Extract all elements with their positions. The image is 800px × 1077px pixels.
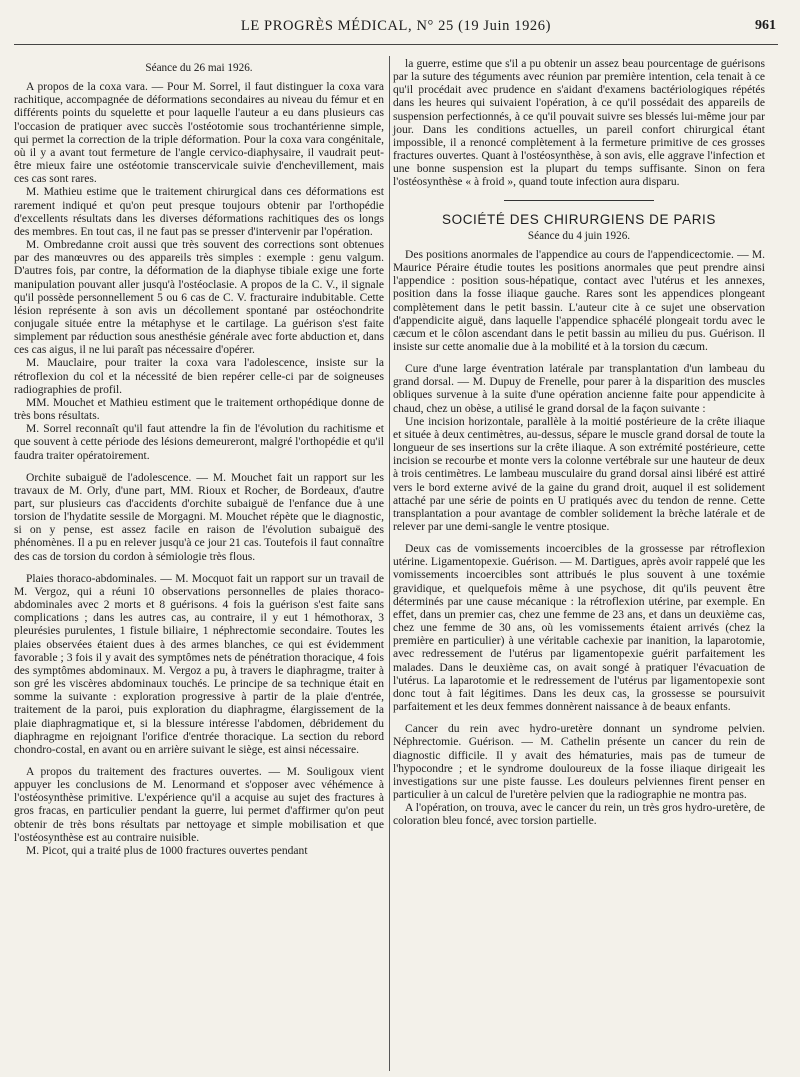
running-header xyxy=(14,18,778,45)
paragraph-incision: Une incision horizontale, parallèle à la moitié postérieure de la crête iliaque et située à deux centimètres, au-dessus, sépare le muscle grand dorsal de toute la longueur de ses insertions sur la crête iliaque. A son extrémité postérieure, cette incision se recourbe et monte vers la colonne vertébrale sur une hauteur de deux à trois centimètres. Le lambeau musculaire du grand dorsal ainsi libéré est attiré vers le bord externe avivé de la gaine du grand droit, auquel il est solidement attaché par une série de points en U pratiqués avec du tendon de renne. Cette transplantation a pour avantage de combler solidement la brèche latérale et de relever par une demi-sangle le ventre ptosique. xyxy=(393,415,765,533)
left-column xyxy=(14,58,384,858)
paragraph-eventration: Cure d'une large éventration latérale par transplantation d'un lambeau du grand dorsal. — M. Dupuy de Frenelle, pour parer à la disparition des muscles obliques survenue à la suite d'une opération ancienne faite pour appendicite à chaud, chez un obèse, a utilisé le grand dorsal de la façon suivante : xyxy=(393,363,765,415)
right-column xyxy=(393,58,765,828)
paragraph-cancer-rein: Cancer du rein avec hydro-uretère donnant un syndrome pelvien. Néphrectomie. Guérison. — M. Cathelin présente un cancer du rein de diagnostic difficile. Il y avait des hématuries, mais pas de tumeur de l'hypocondre ; et le syndrome douloureux de la fosse iliaque dirigeait les investigations sur une piste fausse. Les douleurs pelviennes firent penser en particulier à un calcul de l'uretère pelvien que la radiographie ne montra pas. xyxy=(393,723,765,801)
paragraph-mouchet-mathieu: MM. Mouchet et Mathieu estiment que le traitement orthopédique donne de très bons résultats. xyxy=(14,396,384,423)
section-divider xyxy=(504,200,654,201)
seance-date: Séance du 26 mai 1926. xyxy=(145,62,253,74)
society-heading: SOCIÉTÉ DES CHIRURGIENS DE PARIS xyxy=(442,211,716,227)
paragraph-appendice: Des positions anormales de l'appendice au cours de l'appendicectomie. — M. Maurice Péraire étudie toutes les positions anormales que peut prendre ainsi l'appendice : position sous-hépatique, contact avec l'utérus et les annexes, position dans la fosse iliaque gauche. Rares sont les appendices plongeant complètement dans le petit bassin. L'auteur cite à ce sujet une observation d'appendicite aiguë, dans laquelle l'appendice sphacélé plongeait tordu avec le cæcum et le côlon ascendant dans le petit bassin au milieu du pus. Guérison. Il insiste sur cette anomalie due à la mobilité et à la torsion du cæcum. xyxy=(393,248,765,353)
column-divider xyxy=(389,56,390,1071)
paragraph-sorrel: M. Sorrel reconnaît qu'il faut attendre la fin de l'évolution du rachitisme et que souvent à cette période des lésions demeureront, malgré l'orthopédie et qu'il faudra traiter opératoirement. xyxy=(14,423,384,462)
paragraph-operation: A l'opération, on trouva, avec le cancer du rein, un très gros hydro-uretère, de coloration bleu foncé, avec torsion partielle. xyxy=(393,802,765,828)
paragraph-picot: M. Picot, qui a traité plus de 1000 fractures ouvertes pendant xyxy=(26,844,308,857)
paragraph-plaies-thoraco: Plaies thoraco-abdominales. — M. Mocquot fait un rapport sur un travail de M. Vergoz, qui a réuni 10 observations personnelles de plaies thoraco-abdominales avec 2 morts et 8 guérisons. 4 fois la guérison s'est faite sans complications ; dans les autres cas, au contraire, il y eut 1 hémothorax, 3 pleurésies purulentes, 1 fistule biliaire, 1 néphrectomie secondaire. Toutes les plaies observées étaient dues à des armes blanches, ce qui est évidemment favorable ; 3 fois il y avait des symptômes nets de pénétration thoracique, 4 fois des symptômes abdominaux. M. Vergoz a pu, à travers le diaphragme, traiter à son gré les viscères abdominaux touchés. Le principe de sa technique était en somme la suivante : exploration progressive à partir de la plaie d'entrée, traitement de la paroi, puis exploration du diaphragme, élargissement de la plaie diaphragmatique et, si la blessure intéresse l'abdomen, débridement du diaphragme en rejoignant l'orifice d'entrée thoracique. La section du rebord chondro-costal, en avant ou en arrière suivant le siège, est ainsi nécessaire. xyxy=(14,572,384,756)
paragraph-coxa-vara: A propos de la coxa vara. — Pour M. Sorrel, il faut distinguer la coxa vara rachitique, accompagnée de déformations secondaires au niveau du fémur et en différents points du squelette et pour laquelle l'auteur a eu dans plusieurs cas l'occasion de pratiquer avec succès l'ostéotomie sous trochantérienne simple, qui permet la correction de la triple déformation. Pour la coxa vara congénitale, où il y a avant tout fermeture de l'angle cervico-diaphysaire, il vaudrait peut-être mieux faire une ostéotomie transcervicale suivie d'enchevillement, mais ces cas sont rares. xyxy=(14,81,384,186)
paragraph-ombredanne: M. Ombredanne croit aussi que très souvent des corrections sont obtenues par des manœuvres ou des appareils très simples : exemple : genu valgum. D'autres fois, par contre, la déformation de la diaphyse tibiale exige une forte manipulation pouvant aller jusqu'à l'ostéoclasie. A propos de la C. V., il signale qu'il possède personnellement 5 ou 6 cas de C. V. fracturaire indubitable. Cette lésion représente à son avis un décollement spontané par ostéochondrite conjugale située entre la métaphyse et le cartilage. La guérison s'est faite simplement par réduction sous anesthésie générale avec forte abduction et, dans ces cas aigus, il ne lui paraît pas nécessaire d'opérer. xyxy=(14,239,384,357)
paragraph-fractures-ouvertes: A propos du traitement des fractures ouvertes. — M. Souligoux vient appuyer les conclusions de M. Lenormand et s'opposer avec véhémence à l'ostéosynthèse primitive. L'expérience qu'il a acquise au sujet des fractures à gros fracas, en particulier pendant la guerre, lui permet d'affirmer qu'on peut obtenir de très bons résultats par nettoyage et simple mobilisation et que l'ostéosynthèse est au contraire nuisible. xyxy=(14,765,384,844)
paragraph-vomissements: Deux cas de vomissements incoercibles de la grossesse par rétroflexion utérine. Ligamentopexie. Guérison. — M. Dartigues, après avoir rappelé que les vomissements incoercibles sont attribués le plus souvent à une toxémie gravidique, et quelquefois même à une psychose, dit qu'ils peuvent être déterminés par une cause mécanique : la rétroflexion utérine, par exemple. En effet, dans un premier cas, chez une femme de 23 ans, et dans un deuxième cas, chez une femme de 30 ans, où les vomissements étaient arrivés (chez la première en particulier) à une véritable cachexie par inanition, la laparotomie, avec redressement de l'utérus par ligamentopexie guérit parfaitement les malades. Dans le deuxième cas, on avait songé à pratiquer l'évacuation de l'utérus. La laparotomie et le redressement de l'utérus par ligamentopexie sont donc tout à fait légitimes. Dans les deux cas, la grossesse se poursuivit parfaitement et les deux femmes donnèrent naissance à de beaux enfants. xyxy=(393,543,765,714)
paragraph-picot-continued: la guerre, estime que s'il a pu obtenir un assez beau pourcentage de guérisons par la suture des téguments avec réunion par première intention, cela tenait à ce qu'il procédait avec prudence en s'aidant d'examens bactériologiques répétés dans les heures qui suivaient l'opération, à ce qu'il possédait des appareils de suspension perfectionnés, à ce qu'il pouvait suivre ses blessés lui-même jour par jour. Dans les conditions actuelles, un pareil confort chirurgical étant impossible, il a renoncé complètement à la fermeture primitive de ces grosses fractures ouvertes. Quant à l'ostéosynthèse, à son avis, elle aggrave l'infection et une bonne suspension est la plupart du temps suffisante. Sinon on fera l'ostéosynthèse « à froid », quand toute infection aura disparu. xyxy=(393,58,765,189)
society-seance-date: Séance du 4 juin 1926. xyxy=(527,229,631,242)
paragraph-orchite: Orchite subaiguë de l'adolescence. — M. Mouchet fait un rapport sur les travaux de M. Orly, d'une part, MM. Rioux et Rocher, de Bordeaux, d'autre part, sur plusieurs cas d'accidents d'orchite subaiguë de l'enfance due à une torsion de l'hydatite sessile de Morgagni. M. Mouchet répète que le diagnostic, si on y pense, est assez facile en raison de l'évolution subaiguë des phénomènes. Il a pu en relever jusqu'à ce jour 21 cas. Toutefois il faut connaître des cas de torsion du cordon à sémiologie très flous. xyxy=(14,471,384,563)
page-number: 961 xyxy=(755,18,776,33)
journal-title: LE PROGRÈS MÉDICAL, N° 25 (19 Juin 1926) xyxy=(240,18,552,34)
paragraph-mathieu: M. Mathieu estime que le traitement chirurgical dans ces déformations est rarement indiqué et qu'on peut presque toujours obtenir par l'orthopédie d'excellents résultats dans les diverses déformations rachitiques des os longs des membres. En tout cas, il ne faut pas se presser d'intervenir par l'opération. xyxy=(14,186,384,238)
paragraph-mauclaire: M. Mauclaire, pour traiter la coxa vara l'adolescence, insiste sur la rétroflexion du col et la nécessité de bien repérer celle-ci par de soigneuses radiographies de profil. xyxy=(14,357,384,396)
